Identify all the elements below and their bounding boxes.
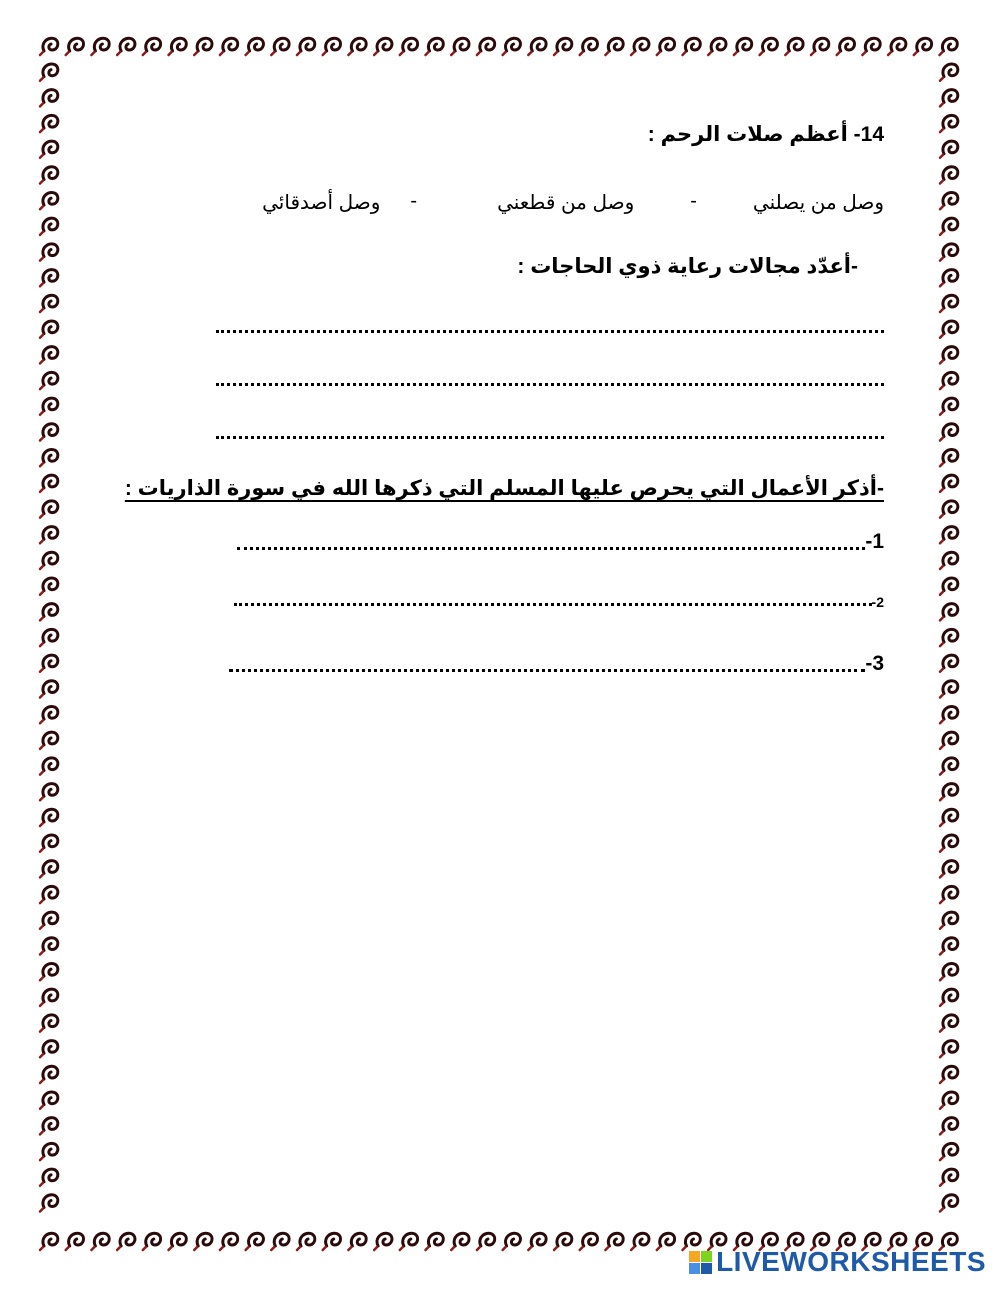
swirl-ornament (940, 655, 958, 672)
answer-line-3[interactable] (216, 432, 884, 439)
answer-line-1[interactable] (216, 326, 884, 333)
swirl-ornament (40, 192, 58, 209)
swirl-ornament (40, 732, 58, 749)
option-2[interactable]: وصل من قطعني (497, 192, 635, 214)
swirl-ornament (40, 449, 58, 466)
swirl-ornament (940, 912, 958, 929)
swirl-ornament (40, 115, 58, 132)
option-1[interactable]: وصل من يصلني (752, 192, 884, 214)
option-separator: - (690, 190, 697, 212)
needs-question-title: -أعدّد مجالات رعاية ذوي الحاجات : (517, 255, 858, 278)
swirl-ornament (554, 1233, 572, 1250)
swirl-ornament (940, 321, 958, 338)
swirl-ornament (40, 989, 58, 1006)
swirl-ornament (220, 1233, 238, 1250)
swirl-ornament (605, 1233, 623, 1250)
swirl-ornament (940, 167, 958, 184)
logo-text: LIVEWORKSHEETS (716, 1246, 986, 1277)
swirl-ornament (169, 1233, 187, 1250)
swirl-ornament (143, 38, 161, 55)
swirl-ornament (271, 38, 289, 55)
item-number: 1- (865, 530, 884, 553)
swirl-ornament (40, 501, 58, 518)
swirl-ornament (40, 784, 58, 801)
swirl-ornament (194, 1233, 212, 1250)
swirl-ornament (940, 1118, 958, 1135)
swirl-ornament (940, 835, 958, 852)
swirl-ornament (246, 38, 264, 55)
swirl-ornament (940, 1066, 958, 1083)
dhariyat-question-title: -أذكر الأعمال التي يحرص عليها المسلم التي ذكرها الله في سورة الذاريات : (124, 477, 884, 500)
swirl-ornament (143, 1233, 161, 1250)
liveworksheets-logo (689, 1246, 986, 1278)
swirl-ornament (940, 244, 958, 261)
swirl-ornament (40, 809, 58, 826)
swirl-ornament (40, 1092, 58, 1109)
logo-cube (689, 1263, 700, 1274)
swirl-ornament (940, 886, 958, 903)
swirl-ornament (40, 1233, 58, 1250)
swirl-ornament (940, 1092, 958, 1109)
swirl-ornament (940, 1143, 958, 1160)
swirl-ornament (940, 1041, 958, 1058)
swirl-ornament (940, 64, 958, 81)
swirl-ornament (246, 1233, 264, 1250)
swirl-ornament (940, 963, 958, 980)
swirl-ornament (451, 38, 469, 55)
swirl-ornament (117, 38, 135, 55)
numbered-answer-1[interactable] (237, 530, 884, 554)
swirl-ornament (631, 1233, 649, 1250)
swirl-ornament (40, 347, 58, 364)
swirl-ornament (940, 552, 958, 569)
swirl-ornament (734, 38, 752, 55)
swirl-ornament (862, 38, 880, 55)
swirl-ornament (40, 1169, 58, 1186)
swirl-ornament (940, 1169, 958, 1186)
swirl-ornament (40, 424, 58, 441)
swirl-ornament (91, 1233, 109, 1250)
swirl-ornament (348, 38, 366, 55)
swirl-ornament (40, 758, 58, 775)
swirl-ornament (940, 604, 958, 621)
swirl-ornament (297, 38, 315, 55)
swirl-ornament (940, 501, 958, 518)
swirl-ornament (940, 809, 958, 826)
swirl-ornament (40, 1015, 58, 1032)
swirl-ornament (40, 1143, 58, 1160)
swirl-ornament (40, 38, 58, 55)
answer-fill[interactable] (229, 669, 865, 672)
swirl-ornament (940, 295, 958, 312)
swirl-ornament (323, 1233, 341, 1250)
swirl-ornament (888, 38, 906, 55)
swirl-ornament (940, 706, 958, 723)
logo-cube (701, 1263, 712, 1274)
swirl-ornament (374, 1233, 392, 1250)
swirl-ornament (40, 90, 58, 107)
swirl-ornament (940, 527, 958, 544)
swirl-ornament (40, 141, 58, 158)
swirl-ornament (40, 629, 58, 646)
swirl-ornament (811, 38, 829, 55)
swirl-ornament (940, 192, 958, 209)
swirl-ornament (40, 167, 58, 184)
swirl-ornament (940, 681, 958, 698)
option-3[interactable]: وصل أصدقائي (262, 192, 381, 214)
swirl-ornament (348, 1233, 366, 1250)
swirl-ornament (940, 578, 958, 595)
swirl-ornament (631, 38, 649, 55)
swirl-ornament (940, 784, 958, 801)
swirl-ornament (40, 475, 58, 492)
swirl-ornament (503, 1233, 521, 1250)
swirl-ornament (528, 1233, 546, 1250)
swirl-ornament (940, 90, 958, 107)
swirl-ornament (40, 398, 58, 415)
swirl-ornament (940, 1015, 958, 1032)
swirl-ornament (374, 38, 392, 55)
swirl-ornament (220, 38, 238, 55)
swirl-ornament (760, 38, 778, 55)
swirl-ornament (297, 1233, 315, 1250)
swirl-ornament (323, 38, 341, 55)
swirl-ornament (940, 270, 958, 287)
swirl-ornament (40, 604, 58, 621)
swirl-ornament (683, 38, 701, 55)
swirl-ornament (40, 270, 58, 287)
swirl-ornament (940, 629, 958, 646)
swirl-ornament (400, 38, 418, 55)
swirl-ornament (40, 681, 58, 698)
swirl-ornament (940, 398, 958, 415)
swirl-ornament (940, 1195, 958, 1212)
swirl-ornament (91, 38, 109, 55)
swirl-ornament (785, 38, 803, 55)
swirl-ornament (940, 218, 958, 235)
swirl-ornament (40, 861, 58, 878)
logo-cube (689, 1251, 700, 1262)
swirl-ornament (940, 141, 958, 158)
swirl-ornament (940, 372, 958, 389)
swirl-ornament (940, 732, 958, 749)
swirl-ornament (40, 912, 58, 929)
swirl-ornament (503, 38, 521, 55)
swirl-ornament (554, 38, 572, 55)
swirl-ornament (40, 552, 58, 569)
swirl-ornament (66, 38, 84, 55)
swirl-ornament (940, 475, 958, 492)
swirl-ornament (40, 963, 58, 980)
swirl-ornament (40, 64, 58, 81)
swirl-ornament (40, 244, 58, 261)
swirl-ornament (271, 1233, 289, 1250)
swirl-ornament (605, 38, 623, 55)
swirl-ornament (837, 38, 855, 55)
answer-line-2[interactable] (216, 379, 884, 386)
logo-cubes-icon (689, 1251, 712, 1274)
swirl-ornament (940, 449, 958, 466)
swirl-ornament (117, 1233, 135, 1250)
numbered-answer-3[interactable] (229, 652, 884, 676)
swirl-ornament (40, 218, 58, 235)
swirl-ornament (40, 706, 58, 723)
option-separator: - (410, 190, 418, 212)
swirl-ornament (940, 424, 958, 441)
swirl-ornament (477, 1233, 495, 1250)
swirl-ornament (66, 1233, 84, 1250)
swirl-ornament (580, 1233, 598, 1250)
swirl-ornament (528, 38, 546, 55)
answer-fill[interactable] (237, 547, 865, 550)
numbered-answer-2[interactable] (234, 594, 884, 610)
swirl-ornament (657, 1233, 675, 1250)
swirl-ornament (40, 938, 58, 955)
swirl-ornament (40, 886, 58, 903)
swirl-ornament (940, 938, 958, 955)
swirl-ornament (426, 38, 444, 55)
swirl-ornament (940, 989, 958, 1006)
swirl-ornament (477, 38, 495, 55)
swirl-ornament (40, 655, 58, 672)
swirl-ornament (40, 527, 58, 544)
swirl-ornament (40, 1066, 58, 1083)
swirl-ornament (940, 38, 958, 55)
logo-cube (701, 1251, 712, 1262)
swirl-ornament (708, 38, 726, 55)
swirl-ornament (40, 372, 58, 389)
swirl-ornament (40, 835, 58, 852)
swirl-ornament (451, 1233, 469, 1250)
swirl-ornament (940, 347, 958, 364)
item-number: 2- (871, 594, 884, 610)
swirl-ornament (40, 295, 58, 312)
answer-fill[interactable] (234, 603, 872, 606)
swirl-ornament (580, 38, 598, 55)
swirl-ornament (940, 758, 958, 775)
swirl-ornament (657, 38, 675, 55)
swirl-ornament (169, 38, 187, 55)
swirl-ornament (40, 1195, 58, 1212)
question-14-options (184, 190, 884, 215)
swirl-ornament (40, 1041, 58, 1058)
swirl-ornament (940, 115, 958, 132)
swirl-ornament (40, 1118, 58, 1135)
question-14-title: 14- أعظم صلات الرحم : (647, 123, 884, 146)
swirl-ornament (194, 38, 212, 55)
item-number: 3- (865, 652, 884, 675)
swirl-ornament (940, 861, 958, 878)
swirl-ornament (400, 1233, 418, 1250)
swirl-ornament (914, 38, 932, 55)
swirl-ornament (40, 578, 58, 595)
swirl-ornament (40, 321, 58, 338)
swirl-ornament (426, 1233, 444, 1250)
